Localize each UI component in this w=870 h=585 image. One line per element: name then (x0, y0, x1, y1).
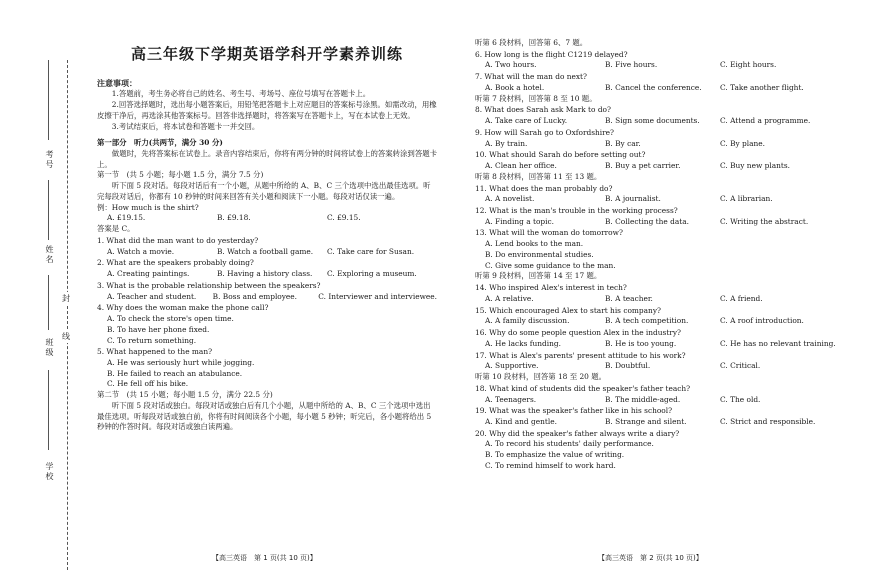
option: A. Teenagers. (485, 394, 537, 404)
note-item: 3.考试结束后，将本试卷和答题卡一并交回。 (111, 121, 260, 131)
option: A. To check the store's open time. (107, 314, 234, 324)
option: A. A novelist. (485, 194, 535, 204)
notes-heading: 注意事项： (97, 77, 137, 88)
school-label: 学校 (45, 462, 54, 482)
option-row (97, 269, 437, 280)
question-text: 17. What is Alex's parents' present attitude to his work? (475, 350, 686, 360)
left-question-list (97, 236, 437, 390)
option-row (475, 217, 835, 228)
option: C. Interviewer and interviewee. (318, 291, 438, 301)
option: B. A tech competition. (605, 316, 689, 326)
material-lead: 听第 7 段材料，回答第 8 至 10 题。 (475, 93, 597, 103)
option-row (475, 361, 835, 372)
question-text: 15. Which encouraged Alex to start his company? (475, 305, 661, 315)
section2-intro: 听下面 5 段对话或独白。每段对话或独白后有几个小题，从题中所给的 A、B、C 三个选项中选出最佳选项。听每段对话或独白前，你将有时间阅读各个小题，每小题 5 秒钟；听完后，各小题将给出 5 秒钟的作答时间。每段对话或独白读两遍。 (97, 400, 432, 432)
example-options (97, 213, 437, 224)
option: C. Strict and responsible. (720, 416, 816, 426)
question-text: 7. What will the man do next? (475, 72, 587, 82)
option-row (475, 60, 835, 71)
option-row (475, 395, 835, 406)
option: C. He fell off his bike. (107, 379, 189, 389)
option: A. Two hours. (485, 60, 537, 70)
footer-page-1: 【高三英语 第 1 页(共 10 页)】 (212, 554, 317, 562)
question-text: 11. What does the man probably do? (475, 183, 613, 193)
option: B. Collecting the data. (605, 216, 689, 226)
option-row (475, 139, 835, 150)
option: A. Teacher and student. (107, 291, 197, 301)
question-text: 20. Why did the speaker's father always write a diary? (475, 428, 680, 438)
option: C. A roof introduction. (720, 316, 804, 326)
option: B. A teacher. (605, 293, 653, 303)
option: C. Critical. (720, 361, 761, 371)
option: B. £9.18. (217, 213, 251, 223)
option: B. Having a history class. (217, 269, 313, 279)
option: B. The middle-aged. (605, 394, 681, 404)
option: A. £19.15. (107, 213, 146, 223)
option: C. A friend. (720, 293, 763, 303)
option: B. Buy a pet carrier. (605, 161, 681, 171)
option-row (475, 161, 835, 172)
question-text: 14. Who inspired Alex's interest in tech? (475, 283, 627, 293)
material-lead: 听第 9 段材料，回答第 14 至 17 题。 (475, 271, 602, 281)
option: B. A journalist. (605, 194, 661, 204)
option: B. Watch a football game. (217, 246, 314, 256)
question-text: 3. What is the probable relationship between the speakers? (97, 280, 321, 290)
option: A. Clean her office. (485, 161, 557, 171)
option: B. Sign some documents. (605, 116, 700, 126)
option: C. Exploring a museum. (327, 269, 417, 279)
question-text: 18. What kind of students did the speaker's father teach? (475, 383, 691, 393)
option: A. Take care of Lucky. (485, 116, 568, 126)
option: C. To return something. (107, 335, 197, 345)
binding-strip (0, 0, 80, 585)
option-row (475, 116, 835, 127)
note-item: 2.回答选择题时，选出每小题答案后，用铅笔把答题卡上对应题目的答案标号涂黑。如需改动，用橡皮擦干净后，再选涂其他答案标号。回答非选择题时，将答案写在答题卡上，写在本试卷上无效。 (97, 100, 437, 120)
option: A. He lacks funding. (485, 338, 561, 348)
option: A. To record his students' daily performance. (485, 439, 654, 449)
material-lead: 听第 6 段材料，回答第 6、7 题。 (475, 38, 588, 47)
option: B. Cancel the conference. (605, 82, 702, 92)
option: C. By plane. (720, 138, 766, 148)
option-row (475, 339, 835, 350)
question-text: 10. What should Sarah do before setting out? (475, 150, 646, 160)
option: C. Buy new plants. (720, 161, 790, 171)
option: C. Give some guidance to the man. (485, 260, 616, 270)
name-label: 姓名 (45, 245, 54, 265)
option-row (97, 247, 437, 258)
option: C. Attend a programme. (720, 116, 811, 126)
question-text: 1. What did the man want to do yesterday? (97, 235, 259, 245)
question-text: 9. How will Sarah go to Oxfordshire? (475, 127, 615, 137)
option: A. Finding a topic. (485, 216, 554, 226)
option: A. Supportive. (485, 361, 539, 371)
option: A. A relative. (485, 293, 534, 303)
option-row (475, 316, 835, 327)
option: C. Eight hours. (720, 60, 777, 70)
left-column (97, 44, 437, 433)
option: C. He has no relevant training. (720, 338, 836, 348)
option: C. The old. (720, 394, 761, 404)
option-row (97, 292, 437, 303)
option: C. Writing the abstract. (720, 216, 809, 226)
question-text: 4. Why does the woman make the phone call? (97, 303, 269, 313)
option: A. Kind and gentle. (485, 416, 557, 426)
part1-intro: 做题时，先将答案标在试卷上。录音内容结束后，你将有两分钟的时间将试卷上的答案转涂到答题卡上。 (97, 149, 437, 169)
question-text: 13. What will the woman do tomorrow? (475, 228, 623, 238)
option: A. Creating paintings. (107, 269, 190, 279)
material-lead: 听第 8 段材料，回答第 11 至 13 题。 (475, 171, 602, 181)
option: B. Five hours. (605, 60, 658, 70)
option: B. To emphasize the value of writing. (485, 450, 625, 460)
part1-heading: 第一部分 听力(共两节，满分 30 分) (97, 138, 223, 148)
option: A. Book a hotel. (485, 82, 545, 92)
option: C. To remind himself to work hard. (485, 460, 616, 470)
option-row (475, 294, 835, 305)
material-lead: 听第 10 段材料，回答第 18 至 20 题。 (475, 372, 606, 382)
question-text: 8. What does Sarah ask Mark to do? (475, 105, 611, 115)
option: B. Boss and employee. (212, 291, 298, 301)
question-text: 5. What happened to the man? (97, 347, 213, 357)
page-title: 高三年级下学期英语学科开学素养训练 (130, 45, 403, 63)
footer-page-2: 【高三英语 第 2 页(共 10 页)】 (598, 554, 703, 562)
option-row (475, 194, 835, 205)
question-text: 2. What are the speakers probably doing? (97, 258, 254, 268)
option: B. By car. (605, 138, 641, 148)
example-question: 例：How much is the shirt? (97, 202, 199, 212)
option: B. He failed to reach an atabulance. (107, 368, 243, 378)
option: B. Strange and silent. (605, 416, 687, 426)
right-column (475, 38, 835, 472)
note-item: 1.答题前，考生务必将自己的姓名、考生号、考场号、座位号填写在答题卡上。 (111, 89, 371, 99)
option-row (475, 417, 835, 428)
question-text: 6. How long is the flight C1219 delayed? (475, 49, 628, 59)
cut-mark-feng: 封 (62, 294, 70, 303)
cut-mark-xian: 线 (62, 332, 70, 341)
option: B. Do environmental studies. (485, 249, 594, 259)
section1-heading: 第一节 (共 5 小题；每小题 1.5 分，满分 7.5 分) (97, 170, 264, 180)
option: A. Lend books to the man. (485, 239, 584, 249)
example-answer: 答案是 C。 (97, 224, 135, 234)
question-text: 16. Why do some people question Alex in the industry? (475, 328, 681, 338)
option-row (475, 83, 835, 94)
section2-heading: 第二节 (共 15 小题；每小题 1.5 分，满分 22.5 分) (97, 390, 273, 400)
option: B. He is too young. (605, 338, 677, 348)
option: B. To have her phone fixed. (107, 324, 210, 334)
right-question-list (475, 38, 835, 472)
option: A. A family discussion. (485, 316, 570, 326)
question-text: 19. What was the speaker's father like in his school? (475, 406, 673, 416)
kaohao-label: 考号 (45, 150, 54, 170)
option: A. Watch a movie. (107, 246, 175, 256)
section1-intro: 听下面 5 段对话。每段对话后有一个小题，从题中所给的 A、B、C 三个选项中选出最佳选项。听完每段对话后，你都有 10 秒钟的时间来回答有关小题和阅读下一小题。每段对话仅读一遍。 (97, 181, 431, 201)
option: B. Doubtful. (605, 361, 651, 371)
class-label: 班级 (45, 338, 54, 358)
option: A. He was seriously hurt while jogging. (107, 357, 255, 367)
option: C. A librarian. (720, 194, 773, 204)
question-text: 12. What is the man's trouble in the working process? (475, 206, 678, 216)
option: A. By train. (485, 138, 528, 148)
option: C. £9.15. (327, 213, 361, 223)
option: C. Take another flight. (720, 82, 804, 92)
option: C. Take care for Susan. (327, 246, 415, 256)
cut-line (67, 60, 68, 570)
